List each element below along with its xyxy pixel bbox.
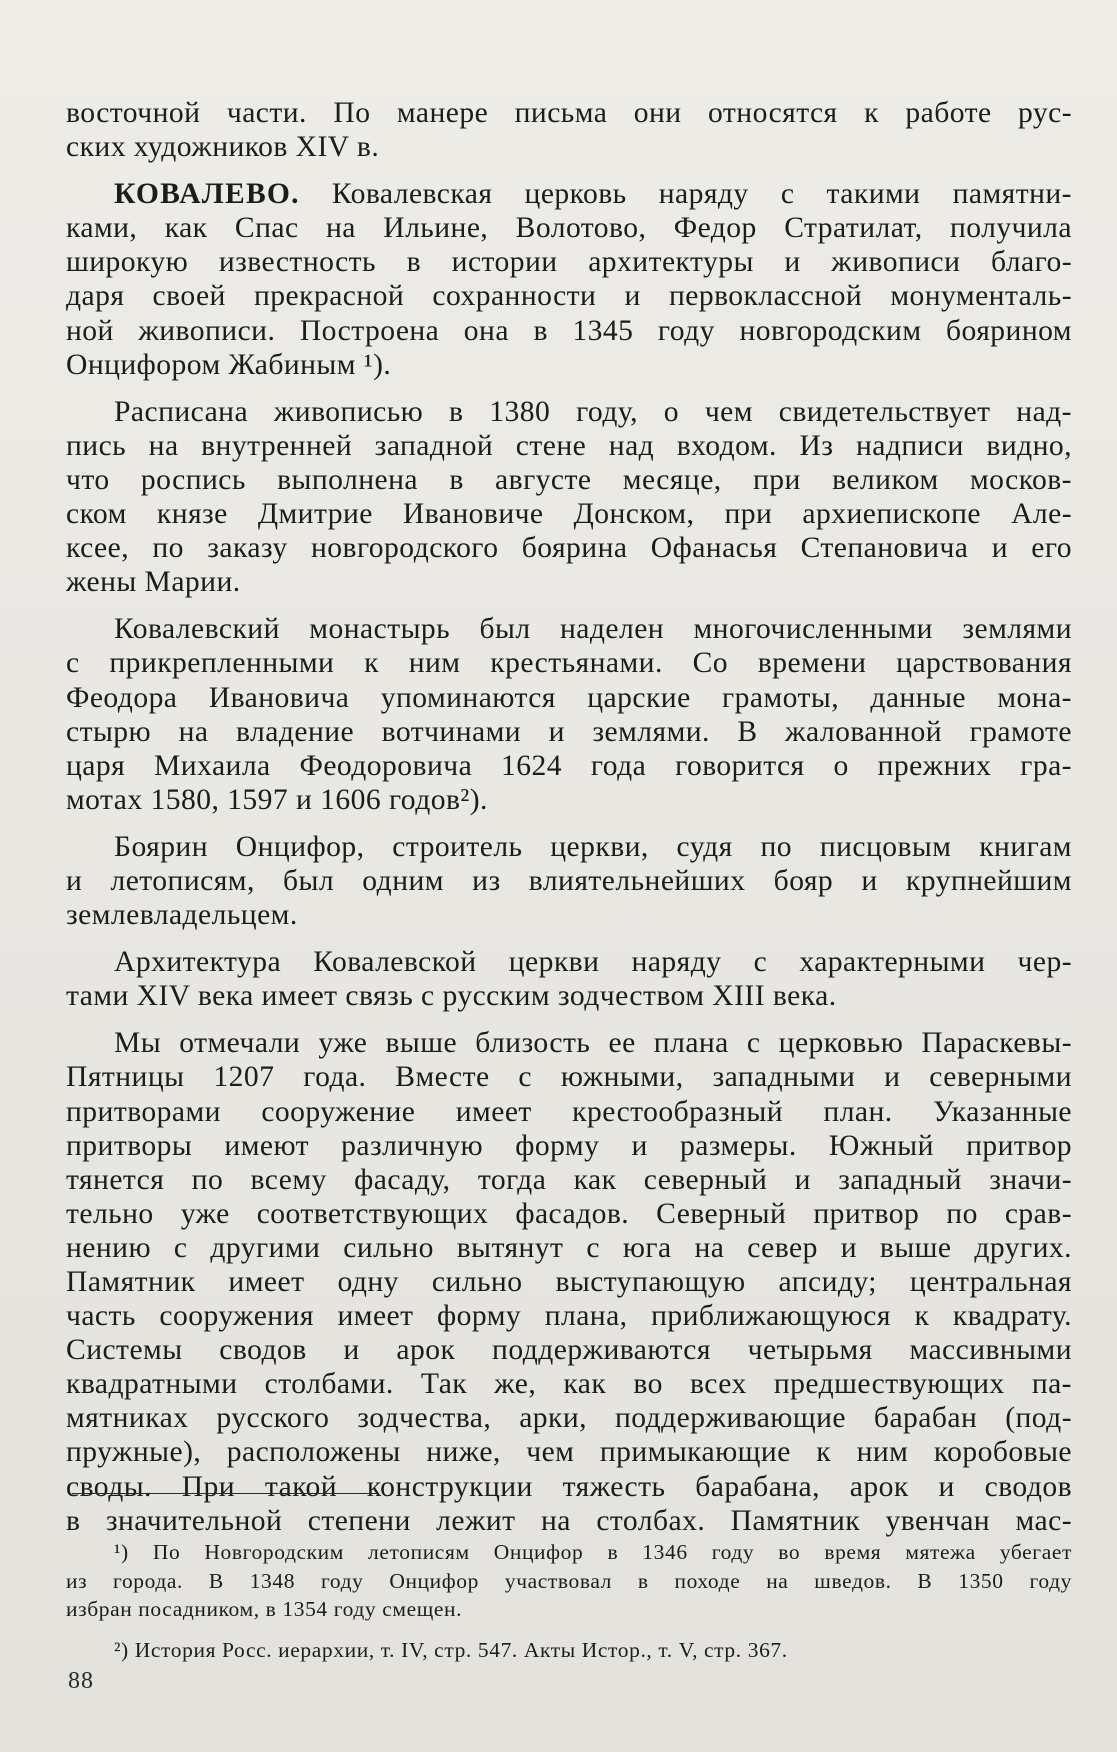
text-line: тянется по всему фасаду, тогда как северный и западный значи- <box>66 1163 1072 1196</box>
footnote-1 <box>66 1538 1072 1624</box>
text-line: Архитектура Ковалевской церкви наряду с характерными чер- <box>114 946 1072 979</box>
text-line: Онцифором Жабиным ¹). <box>66 348 392 381</box>
text-line: ских художников XIV в. <box>66 131 380 164</box>
footnote-line: ²) История Росс. иерархии, т. IV, стр. 547. Акты Истор., т. V, стр. 367. <box>114 1637 788 1662</box>
footnote-line: избран посадником, в 1354 году смещен. <box>66 1597 463 1622</box>
text-line: часть сооружения имеет форму плана, приближающуюся к квадрату. <box>66 1300 1072 1333</box>
paragraph-architecture <box>66 945 1072 1013</box>
text-line: Боярин Онцифор, строитель церкви, судя по писцовым книгам <box>114 830 1072 863</box>
text-line: ной живописи. Построена она в 1345 году новгородским боярином <box>66 314 1072 347</box>
text-line: даря своей прекрасной сохранности и первоклассной монументаль- <box>66 280 1072 313</box>
text-line: Системы сводов и арок поддерживаются четырьмя массивными <box>66 1334 1072 1367</box>
text-line: что роспись выполнена в августе месяце, при великом москов- <box>66 463 1072 496</box>
text-line: с прикрепленными к ним крестьянами. Со времени царствования <box>66 647 1072 680</box>
text-line: восточной части. По манере письма они относятся к работе рус- <box>66 97 1072 129</box>
paragraph-painting <box>66 395 1072 600</box>
footnotes <box>66 1538 1072 1664</box>
paragraph-plan <box>66 1026 1072 1537</box>
paragraph-monastery <box>66 612 1072 817</box>
text-line: царя Михаила Феодоровича 1624 года говорится о прежних гра- <box>66 749 1072 782</box>
page-number: 88 <box>68 1668 94 1694</box>
text-line: Памятник имеет одну сильно выступающую апсиду; центральная <box>66 1266 1072 1298</box>
text-line: жены Марии. <box>66 566 241 599</box>
text-line: своды. При такой конструкции тяжесть барабана, арок и сводов <box>66 1470 1072 1503</box>
text-line: Ковалевский монастырь был наделен многочисленными землями <box>114 613 1072 646</box>
footnote-line: из города. В 1348 году Онцифор участвовал в походе на шведов. В 1350 году <box>66 1568 1072 1593</box>
text-line: землевладельцем. <box>66 899 298 932</box>
text-line: притворами сооружение имеет крестообразный план. Указанные <box>66 1095 1072 1128</box>
footnote-2 <box>66 1636 1072 1665</box>
text-line: квадратными столбами. Так же, как во всех предшествующих па- <box>66 1368 1072 1401</box>
text-line: притворы имеют различную форму и размеры. Южный притвор <box>66 1129 1072 1162</box>
footnote-line: ¹) По Новгородским летописям Онцифор в 1346 году во время мятежа убегает <box>114 1540 1072 1564</box>
text-line: и летописям, был одним из влиятельнейших бояр и крупнейшим <box>66 864 1072 897</box>
text-line: Мы отмечали уже выше близость ее плана с церковью Параскевы- <box>114 1027 1072 1060</box>
text-line: ками, как Спас на Ильине, Волотово, Федор Стратилат, получила <box>66 212 1072 245</box>
text-line: мятниках русского зодчества, арки, поддерживающие барабан (под- <box>66 1402 1072 1435</box>
paragraph-continuation <box>66 96 1072 164</box>
text-line: пружные), расположены ниже, чем примыкающие к ним коробовые <box>66 1436 1072 1469</box>
text-line: в значительной степени лежит на столбах. Памятник увенчан мас- <box>66 1504 1072 1537</box>
text-line: пись на внутренней западной стене над входом. Из надписи видно, <box>66 429 1072 462</box>
section-heading: КОВАЛЕВО. <box>114 178 300 211</box>
text-line: Феодора Ивановича упоминаются царские грамоты, данные мона- <box>66 681 1072 714</box>
text-line-rest: Ковалевская церковь наряду с такими памятни- <box>299 178 1072 211</box>
text-line: мотах 1580, 1597 и 1606 годов²). <box>66 783 488 816</box>
text-line: тами XIV века имеет связь с русским зодчеством XIII века. <box>66 980 837 1013</box>
text-line: широкую известность в истории архитектуры и живописи благо- <box>66 246 1072 279</box>
text-line: тельно уже соответствующих фасадов. Северный притвор по срав- <box>66 1197 1072 1230</box>
text-line: Пятницы 1207 года. Вместе с южными, западными и северными <box>66 1061 1072 1094</box>
text-line <box>66 177 1072 211</box>
text-line: ксее, по заказу новгородского боярина Офанасья Степановича и его <box>66 532 1072 565</box>
text-line: стырю на владение вотчинами и землями. В жалованной грамоте <box>66 715 1072 748</box>
text-line: ском князе Дмитрие Ивановиче Донском, при архиепископе Але- <box>66 498 1072 531</box>
footnote-separator <box>72 1493 378 1494</box>
text-line: нению с другими сильно вытянут с юга на север и выше других. <box>66 1231 1072 1264</box>
main-text <box>66 96 1072 1538</box>
paragraph-kovalevo <box>66 177 1072 382</box>
paragraph-boyar <box>66 830 1072 932</box>
text-line: Расписана живописью в 1380 году, о чем свидетельствует над- <box>114 395 1072 428</box>
